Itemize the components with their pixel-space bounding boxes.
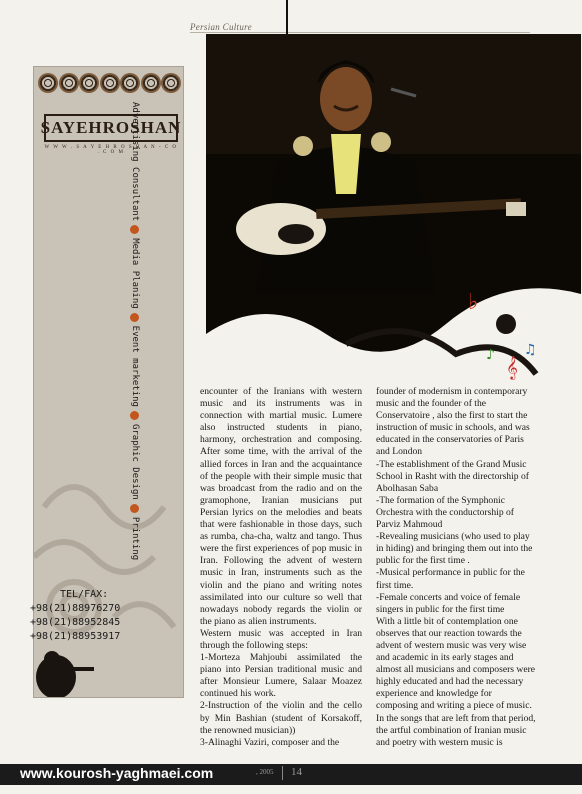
section-title: Persian Culture bbox=[190, 22, 252, 32]
article-paragraph: -Musical performance in public for the first time. bbox=[376, 567, 525, 591]
rosette-icon bbox=[59, 73, 79, 93]
footer-website-link[interactable]: www.kourosh-yaghmaei.com bbox=[20, 765, 214, 781]
footer-date: , 2005 bbox=[256, 768, 274, 776]
guitarist-photo bbox=[206, 34, 581, 386]
header-rule bbox=[190, 32, 530, 33]
ad-contact bbox=[30, 588, 120, 644]
svg-text:𝄞: 𝄞 bbox=[506, 355, 518, 379]
article-paragraph: Western music was accepted in Iran through the following steps: bbox=[200, 627, 362, 651]
rosette-icon bbox=[141, 73, 161, 93]
bullet-dot-icon bbox=[131, 411, 140, 420]
phone-number: +98(21)88976270 bbox=[30, 603, 121, 614]
rosette-icon bbox=[38, 73, 58, 93]
svg-text:♭: ♭ bbox=[468, 290, 479, 315]
article-paragraph: -The formation of the Symphonic Orchestra with the conductorship of Parviz Mahmoud bbox=[376, 494, 515, 531]
service-item: Advertising Consultant bbox=[130, 102, 140, 222]
article-paragraph: 2-Instruction of the violin and the cello by Min Bashian (student of Korsakoff, the renowned musician)) bbox=[200, 700, 362, 736]
article-column-left bbox=[200, 386, 362, 749]
ad-brand-logo: SAYEHROSHAN bbox=[44, 114, 178, 142]
article-paragraph: encounter of the Iranians with western music and its instruments was in connection with martial music. Lumere also instructed students in piano, harmony, orchestration and composing. After some time, with the arrival of the allied forces in Iran and the acquaintance of the people with their simple music that was broadcast from the radio and on the gramophone, Iranian musicians put Persian lyrics on the melodies and beats that were fashionable in those days, such as rumba, cha-cha, waltz and tango. Thus were the first experiences of pop music in Iran. Following the advent of western music in Iran, instruments such as the violin and the piano and writing notes assimilated into our culture so well that nowadays nobody regards the violin or the piano as alien instruments. bbox=[200, 386, 362, 627]
footer-divider bbox=[282, 766, 283, 780]
tel-label: TEL/FAX: bbox=[60, 589, 109, 600]
svg-text:♫: ♫ bbox=[524, 342, 537, 358]
mandolin-player-icon bbox=[34, 647, 94, 698]
svg-text:♪: ♪ bbox=[486, 347, 495, 363]
rosette-border bbox=[38, 73, 181, 95]
page-number: 14 bbox=[291, 766, 302, 778]
ad-services-list bbox=[130, 102, 140, 560]
rosette-icon bbox=[120, 73, 140, 93]
article-paragraph: -Female concerts and voice of female singers in public for the first time bbox=[376, 591, 521, 615]
service-item: Graphic Design bbox=[130, 423, 140, 500]
rosette-icon bbox=[79, 73, 99, 93]
article-paragraph: founder of modernism in contemporary music and the founder of the bbox=[376, 386, 528, 410]
ad-website: W W W . S A Y E H R O S H A N - C O . C O M bbox=[44, 145, 178, 155]
service-item: Printing bbox=[130, 516, 140, 561]
article-paragraph: -Revealing musicians (who used to play in hiding) and bringing them out into the public for the first time . bbox=[376, 531, 533, 567]
rosette-icon bbox=[100, 73, 120, 93]
phone-number: +98(21)88953917 bbox=[30, 631, 121, 642]
phone-number: +98(21)88952845 bbox=[30, 617, 121, 628]
service-item: Media Planing bbox=[130, 238, 140, 309]
article-paragraph: 3-Alinaghi Vaziri, composer and the bbox=[200, 736, 340, 748]
article-paragraph: With a little bit of contemplation one observes that our reaction towards the advent of western music was very wise and academic in its early stages and almost all musicians and composers were highly educated and had the necessary experience and knowledge for composing and writing a piece of music. In the songs that are left from that period, the artful combination of Iranian music and poetry with western music is bbox=[376, 615, 536, 748]
article-paragraph: -The establishment of the Grand Music School in Rasht with the directorship of Abolhasan Saba bbox=[376, 458, 529, 494]
article-paragraph: Conservatoire , also the first to start the instruction of music in schools, and was educated in the conservatories of Paris and London bbox=[376, 410, 530, 458]
article-paragraph: 1-Morteza Mahjoubi assimilated the piano into Persian traditional music and after Monsieur Lumere, Salaar Moazez continued his work. bbox=[200, 652, 362, 700]
bullet-dot-icon bbox=[131, 313, 140, 322]
rosette-icon bbox=[161, 73, 181, 93]
service-item: Event marketing bbox=[130, 325, 140, 407]
bullet-dot-icon bbox=[131, 225, 140, 234]
article-column-right bbox=[376, 386, 536, 749]
bullet-dot-icon bbox=[131, 504, 140, 513]
